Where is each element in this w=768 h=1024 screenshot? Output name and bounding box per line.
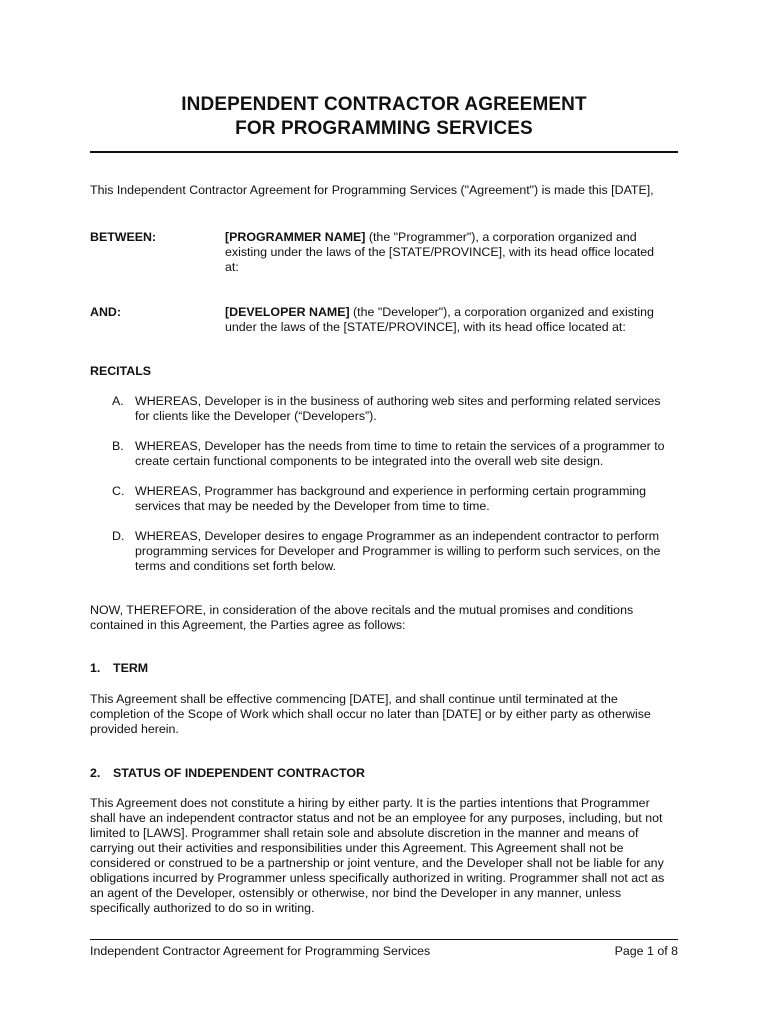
title-line-1: INDEPENDENT CONTRACTOR AGREEMENT	[181, 94, 587, 115]
and-label: AND:	[90, 305, 121, 319]
between-party	[225, 230, 675, 275]
paragraph-line: carrying out their activities and responsibilities under this Agreement. This Agreement shall not be	[90, 841, 624, 855]
recital-a	[135, 394, 680, 424]
paragraph-line: contained in this Agreement, the Parties agree as follows:	[90, 618, 406, 632]
recital-b-letter: B.	[112, 439, 124, 453]
and-line-2: under the laws of the [STATE/PROVINCE], with its head office located at:	[225, 320, 626, 334]
paragraph-line: specifically authorized to do so in writing.	[90, 901, 315, 915]
between-label: BETWEEN:	[90, 230, 157, 244]
intro-paragraph: This Independent Contractor Agreement for Programming Services ("Agreement") is made this [DATE],	[90, 183, 654, 197]
paragraph-line: an agent of the Developer, ostensibly or otherwise, nor bind the Developer in any manner, unless	[90, 886, 622, 900]
between-line-1	[225, 230, 675, 245]
paragraph-line: provided herein.	[90, 722, 179, 736]
recital-d	[135, 529, 680, 574]
recital-d-letter: D.	[112, 529, 125, 543]
section-title: TERM	[113, 661, 149, 675]
paragraph-line: completion of the Scope of Work which shall occur no later than [DATE] or by either party as otherwise	[90, 707, 651, 721]
title-line-2: FOR PROGRAMMING SERVICES	[235, 118, 533, 139]
recital-line: programming services for Developer and Programmer is willing to perform such services, on the	[135, 544, 661, 558]
recital-a-letter: A.	[112, 394, 124, 408]
footer-divider	[90, 939, 678, 940]
and-line-1	[225, 305, 675, 320]
recital-c-letter: C.	[112, 484, 125, 498]
programmer-name: [PROGRAMMER NAME]	[225, 230, 366, 244]
recital-line: WHEREAS, Developer has the needs from time to time to retain the services of a programmer to	[135, 439, 665, 453]
paragraph-line: This Agreement shall be effective commencing [DATE], and shall continue until terminated at the	[90, 692, 618, 706]
recital-line: WHEREAS, Developer is in the business of authoring web sites and performing related services	[135, 394, 661, 408]
document-title	[0, 93, 768, 141]
recital-line: for clients like the Developer (“Developers”).	[135, 409, 377, 423]
page-number: Page 1 of 8	[614, 944, 678, 958]
title-divider	[90, 151, 678, 153]
between-line-2: existing under the laws of the [STATE/PROVINCE], with its head office located	[225, 245, 655, 259]
recital-line: services that may be needed by the Developer from time to time.	[135, 499, 490, 513]
now-therefore-paragraph	[90, 603, 680, 633]
section-title: STATUS OF INDEPENDENT CONTRACTOR	[113, 766, 365, 780]
section-1-body	[90, 692, 680, 737]
developer-name: [DEVELOPER NAME]	[225, 305, 350, 319]
paragraph-line: NOW, THEREFORE, in consideration of the above recitals and the mutual promises and conditions	[90, 603, 634, 617]
footer-document-title: Independent Contractor Agreement for Programming Services	[90, 944, 431, 958]
paragraph-line: shall have an independent contractor status and not be an employee for any purposes, including, but not	[90, 811, 663, 825]
paragraph-line: This Agreement does not constitute a hiring by either party. It is the parties intentions that Programmer	[90, 796, 650, 810]
recital-line: WHEREAS, Programmer has background and experience in performing certain programming	[135, 484, 646, 498]
section-2-heading	[90, 766, 365, 781]
section-number: 1.	[90, 661, 101, 675]
recitals-heading: RECITALS	[90, 364, 152, 378]
between-line-3: at:	[225, 260, 239, 274]
and-party	[225, 305, 675, 335]
recital-line: create certain functional components to be integrated into the overall web site design.	[135, 454, 604, 468]
section-2-body	[90, 796, 680, 916]
between-line-1-rest: (the "Programmer"), a corporation organized and	[365, 230, 637, 244]
paragraph-line: limited to [LAWS]. Programmer shall retain sole and absolute discretion in the manner and means of	[90, 826, 639, 840]
recital-c	[135, 484, 680, 514]
recital-b	[135, 439, 680, 469]
recital-line: WHEREAS, Developer desires to engage Programmer as an independent contractor to perform	[135, 529, 660, 543]
recital-line: terms and conditions set forth below.	[135, 559, 337, 573]
section-number: 2.	[90, 766, 101, 780]
paragraph-line: obligations incurred by Programmer unless specifically authorized in writing. Programmer shall not act as	[90, 871, 665, 885]
and-line-1-rest: (the "Developer"), a corporation organized and existing	[349, 305, 654, 319]
paragraph-line: considered or construed to be a partnership or joint venture, and the Developer shall not be liable for any	[90, 856, 664, 870]
section-1-heading	[90, 661, 148, 676]
